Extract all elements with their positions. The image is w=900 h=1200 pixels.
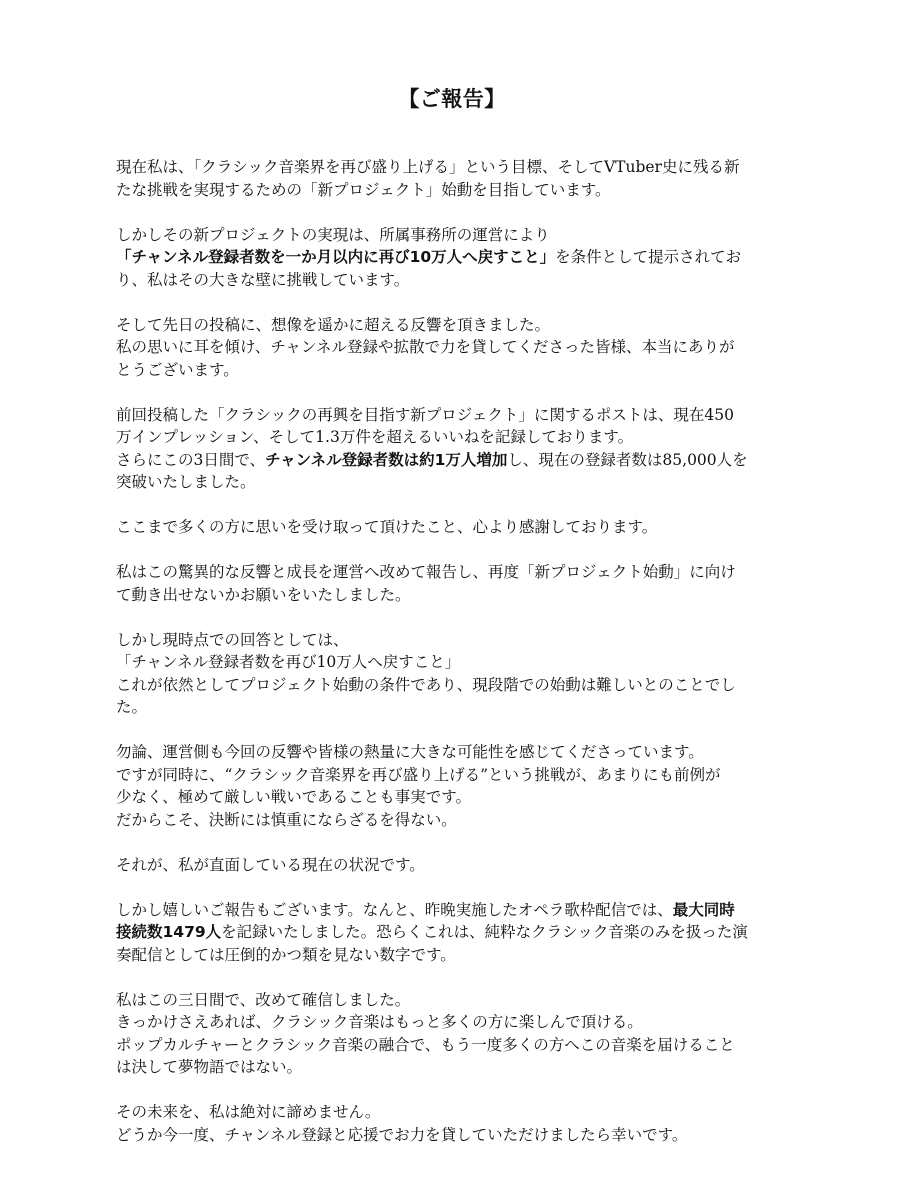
text-line <box>116 426 788 449</box>
document-body <box>116 156 788 1146</box>
text-line <box>116 179 788 202</box>
text-line <box>116 471 788 494</box>
text-line <box>116 1101 788 1124</box>
text-line <box>116 1056 788 1079</box>
text-run: しかしその新プロジェクトの実現は、所属事務所の運営により <box>116 225 550 244</box>
bold-text: チャンネル登録者数は約1万人増加 <box>265 450 508 469</box>
paragraph <box>116 516 788 539</box>
paragraph <box>116 224 788 292</box>
text-line <box>116 516 788 539</box>
text-line <box>116 336 788 359</box>
text-run: さらにこの3日間で、 <box>116 450 266 469</box>
text-line <box>116 1034 788 1057</box>
text-run: これが依然としてプロジェクト始動の条件であり、現段階での始動は難しいとのことでし <box>116 675 736 694</box>
text-line <box>116 651 788 674</box>
paragraph <box>116 156 788 201</box>
text-line <box>116 764 788 787</box>
text-run: 前回投稿した「クラシックの再興を目指す新プロジェクト」に関するポストは、現在450 <box>116 405 734 424</box>
text-run: て動き出せないかお願いをいたしました。 <box>116 585 411 604</box>
text-run: その未来を、私は絶対に諦めません。 <box>116 1103 381 1121</box>
text-line <box>116 809 788 832</box>
text-line <box>116 696 788 719</box>
text-line <box>116 741 788 764</box>
text-run: きっかけさえあれば、クラシック音楽はもっと多くの方に楽しんで頂ける。 <box>116 1013 643 1031</box>
paragraph <box>116 854 788 877</box>
text-line <box>116 359 788 382</box>
text-run: たな挑戦を実現するための「新プロジェクト」始動を目指しています。 <box>116 180 611 199</box>
text-line <box>116 899 788 922</box>
text-line <box>116 854 788 877</box>
text-run: だからこそ、決断には慎重にならざるを得ない。 <box>116 810 457 829</box>
text-run: ここまで多くの方に思いを受け取って頂けたこと、心より感謝しております。 <box>116 518 658 536</box>
text-line <box>116 269 788 292</box>
text-run: 私はこの驚異的な反響と成長を運営へ改めて報告し、再度「新プロジェクト始動」に向け <box>116 563 736 581</box>
text-line <box>116 921 788 944</box>
text-run: ですが同時に、“クラシック音楽界を再び盛り上げる”という挑戦が、あまりにも前例が <box>116 765 721 784</box>
text-run: そして先日の投稿に、想像を遥かに超える反響を頂きました。 <box>116 315 551 334</box>
paragraph <box>116 404 788 494</box>
text-run: それが、私が直面している現在の状況です。 <box>116 855 425 874</box>
text-line <box>116 449 788 472</box>
text-run: 突破いたしました。 <box>116 473 256 491</box>
text-run: しかし現時点での回答としては、 <box>116 630 349 649</box>
text-run: 私の思いに耳を傾け、チャンネル登録や拡散で力を貸してくださった皆様、本当にありが <box>116 338 735 356</box>
text-line <box>116 989 788 1012</box>
text-run: 勿論、運営側も今回の反響や皆様の熱量に大きな可能性を感じてくださっています。 <box>116 743 704 761</box>
text-run: し、現在の登録者数は85,000人を <box>507 450 748 469</box>
text-line <box>116 156 788 179</box>
text-run: 奏配信としては圧倒的かつ類を見ない数字です。 <box>116 945 456 964</box>
paragraph <box>116 741 788 831</box>
text-line <box>116 246 788 269</box>
paragraph <box>116 1101 788 1146</box>
text-line <box>116 1011 788 1034</box>
paragraph <box>116 629 788 719</box>
paragraph <box>116 899 788 967</box>
text-run: を記録いたしました。恐らくこれは、純粋なクラシック音楽のみを扱った演 <box>221 923 748 941</box>
bold-text: 接続数1479人 <box>116 923 222 941</box>
text-line <box>116 404 788 427</box>
text-line <box>116 944 788 967</box>
text-run: ポップカルチャーとクラシック音楽の融合で、もう一度多くの方へこの音楽を届けること <box>116 1035 735 1054</box>
text-run: 現在私は、「クラシック音楽界を再び盛り上げる」という目標、そしてVTuber史に残る新 <box>116 158 740 176</box>
paragraph <box>116 989 788 1079</box>
paragraph <box>116 314 788 382</box>
bold-text: 「チャンネル登録者数を一か月以内に再び10万人へ戻すこと」 <box>116 248 556 266</box>
text-run: た。 <box>116 698 148 716</box>
text-line <box>116 224 788 247</box>
paragraph <box>116 561 788 606</box>
text-line <box>116 786 788 809</box>
text-line <box>116 1124 788 1147</box>
text-line <box>116 314 788 337</box>
bold-text: 最大同時 <box>672 900 735 919</box>
text-run: しかし嬉しいご報告もございます。なんと、昨晩実施したオペラ歌枠配信では、 <box>116 900 673 919</box>
text-run: 私はこの三日間で、改めて確信しました。 <box>116 990 411 1009</box>
text-line <box>116 561 788 584</box>
text-run: 「チャンネル登録者数を再び10万人へ戻すこと」 <box>116 653 461 671</box>
document-page <box>116 84 788 1169</box>
document-title: 【ご報告】 <box>398 87 506 111</box>
text-line <box>116 584 788 607</box>
text-run: 少なく、極めて厳しい戦いであることも事実です。 <box>116 788 471 806</box>
text-run: とうございます。 <box>116 360 239 379</box>
text-run: り、私はその大きな壁に挑戦しています。 <box>116 270 410 289</box>
text-run: 万インプレッション、そして1.3万件を超えるいいねを記録しております。 <box>116 428 634 446</box>
text-run: は決して夢物語ではない。 <box>116 1058 303 1076</box>
text-run: を条件として提示されてお <box>555 248 742 266</box>
text-run: どうか今一度、チャンネル登録と応援でお力を貸していただけましたら幸いです。 <box>116 1125 688 1144</box>
text-line <box>116 674 788 697</box>
text-line <box>116 629 788 652</box>
